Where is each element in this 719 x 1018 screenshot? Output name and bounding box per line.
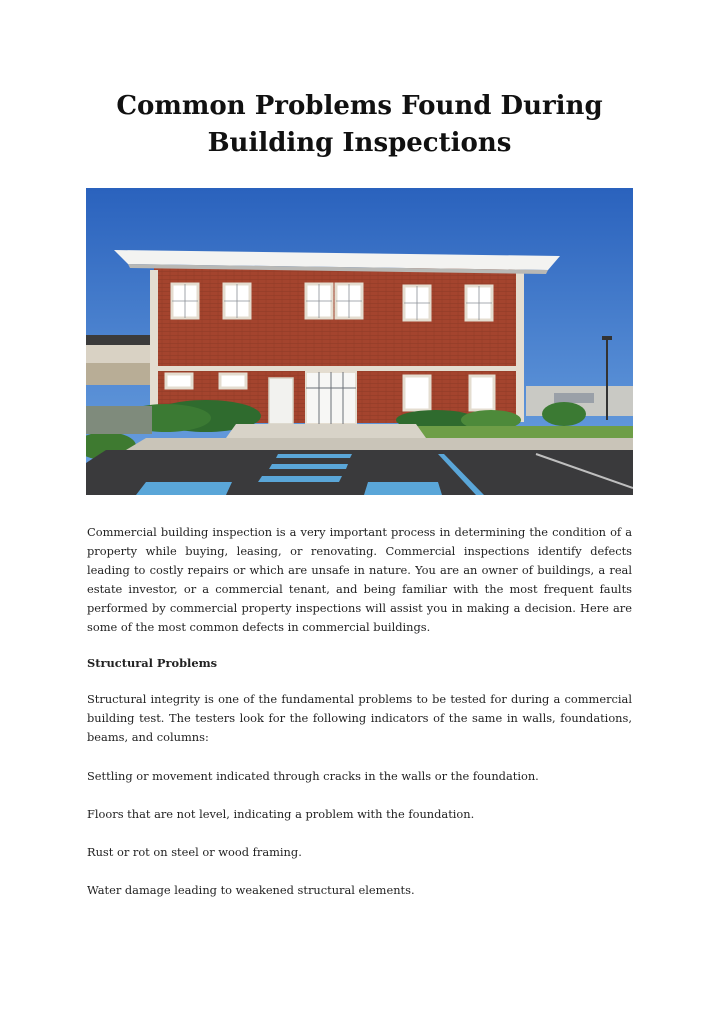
- building-photo: [86, 188, 633, 495]
- section-heading: Structural Problems: [87, 656, 218, 670]
- list-item: Settling or movement indicated through cracks in the walls or the foundation.: [87, 769, 539, 783]
- title-line-2: Building Inspections: [207, 128, 512, 158]
- intro-paragraph: Commercial building inspection is a very important process in determining the condition of a property while buying, leasing, or renovating. Commercial inspections identify defects leading to costly repairs or which are unsafe in nature. You are an owner of buildings, a real estate investor, or a commercial tenant, and being familiar with the most frequent faults performed by commercial property inspections will assist you in making a decision. Here are some of the most common defects in commercial buildings.: [87, 525, 632, 634]
- page-title: [86, 88, 633, 162]
- list-item: Floors that are not level, indicating a problem with the foundation.: [87, 807, 475, 821]
- list-item: Rust or rot on steel or wood framing.: [87, 845, 302, 859]
- list-item: Water damage leading to weakened structural elements.: [87, 883, 415, 897]
- title-line-1: Common Problems Found During: [116, 91, 603, 121]
- section-intro-paragraph: Structural integrity is one of the fundamental problems to be tested for during a commercial building test. The testers look for the following indicators of the same in walls, foundations, beams, and columns:: [87, 692, 632, 744]
